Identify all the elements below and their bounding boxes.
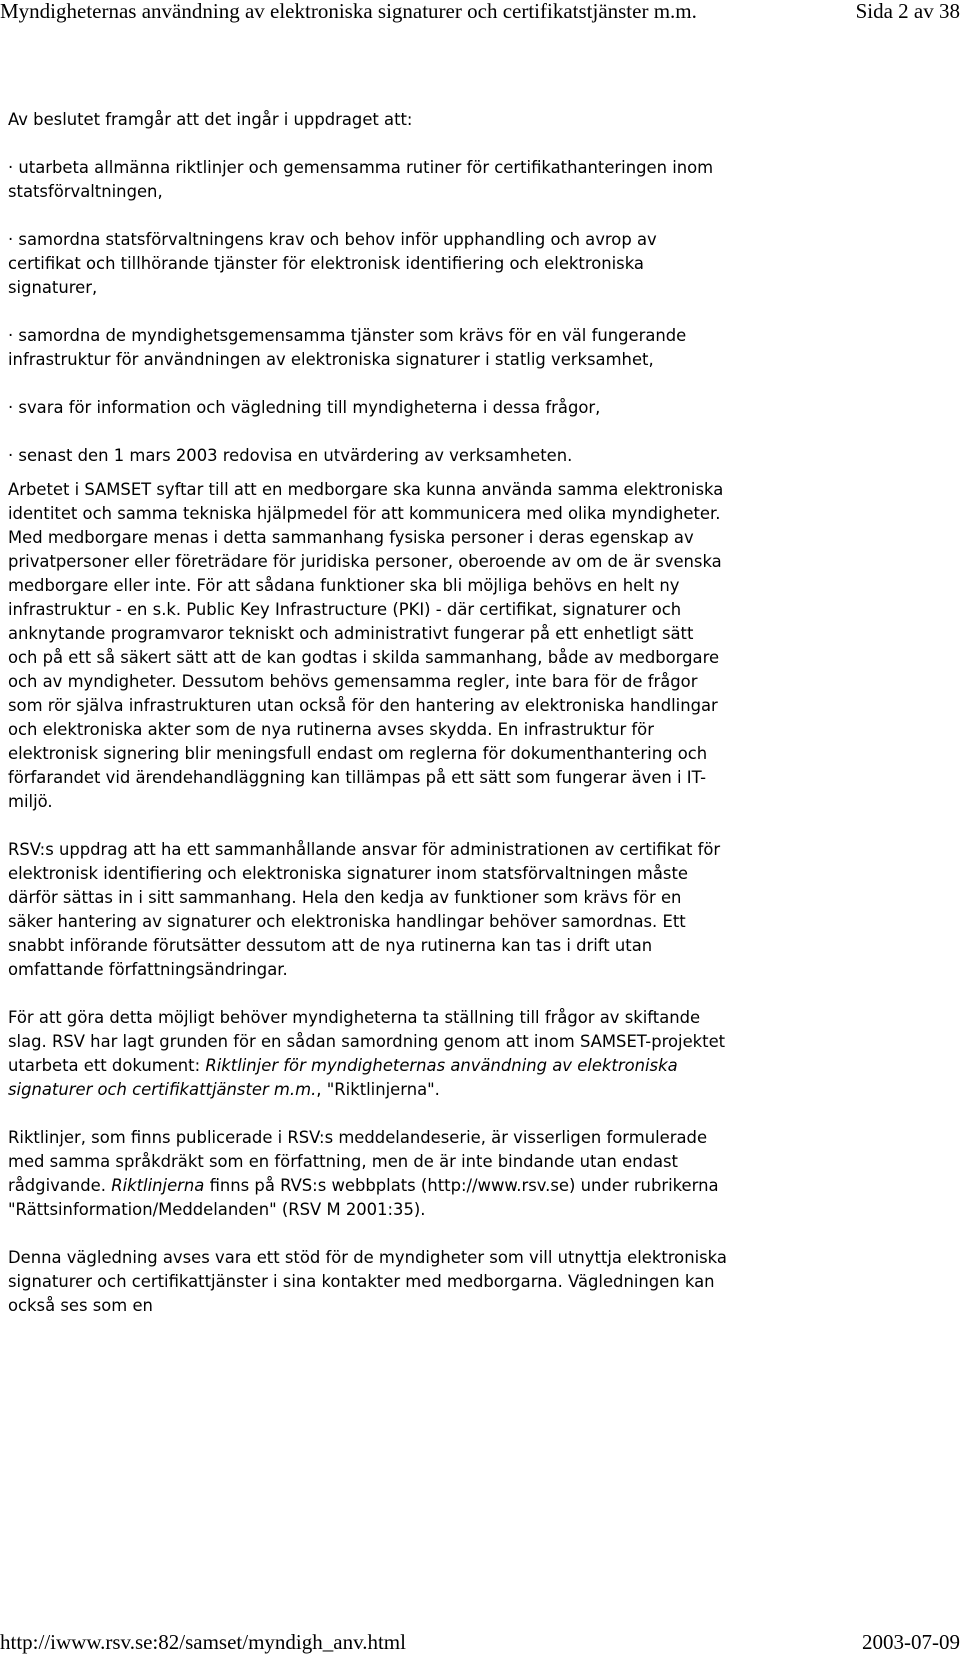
purpose-paragraph: Denna vägledning avses vara ett stöd för de myndigheter som vill utnyttja elektroniska signaturer och certifikattjänster i sina kontakter med medborgarna. Vägledningen kan också ses som en (8, 1248, 727, 1315)
document-body (8, 108, 728, 1342)
publication-paragraph (8, 1126, 728, 1222)
bullet-item: · senast den 1 mars 2003 redovisa en utvärdering av verksamheten. (8, 446, 573, 465)
rsv-paragraph: RSV:s uppdrag att ha ett sammanhållande ansvar för administrationen av certifikat för elektronisk identifiering och elektroniska signaturer inom statsförvaltningen måste därför sättas in i sitt sammanhang. Hela den kedja av funktioner som krävs för en säker hantering av signaturer och elektroniska handlingar behöver samordnas. Ett snabbt införande förutsätter dessutom att de nya rutinerna kan tas i drift utan omfattande författningsändringar. (8, 840, 721, 979)
intro-paragraph: Av beslutet framgår att det ingår i uppdraget att: (8, 110, 413, 129)
bullet-item: · samordna statsförvaltningens krav och behov inför upphandling och avrop av certifikat och tillhörande tjänster för elektronisk identifiering och elektroniska signaturer, (8, 230, 657, 297)
document-title: Myndigheternas användning av elektroniska signaturer och certifikatstjänster m.m. (0, 0, 697, 23)
page-number: Sida 2 av 38 (855, 0, 960, 23)
footer-url: http://iwww.rsv.se:82/samset/myndigh_anv.html (0, 1630, 406, 1654)
bullet-item: · svara för information och vägledning till myndigheterna i dessa frågor, (8, 398, 601, 417)
guidelines-paragraph (8, 1006, 728, 1102)
publication-italic-term: Riktlinjerna (111, 1176, 205, 1195)
publication-text-start: Riktlinjer, som finns publicerade i RSV:s meddelandeserie, är visserligen formulerade med samma språkdräkt som en författning, men de är inte bindande utan endast rådgivande. (8, 1128, 708, 1195)
bullet-item: · utarbeta allmänna riktlinjer och gemensamma rutiner för certifikathanteringen inom statsförvaltningen, (8, 158, 714, 201)
page-footer (0, 1630, 960, 1654)
samset-paragraph: Arbetet i SAMSET syftar till att en medborgare ska kunna använda samma elektroniska identitet och samma tekniska hjälpmedel för att kommunicera med olika myndigheter. Med medborgare menas i detta sammanhang fysiska personer i deras egenskap av privatpersoner eller företrädare för juridiska personer, oberoende av om de är svenska medborgare eller inte. För att sådana funktioner ska bli möjliga behövs en helt ny infrastruktur - en s.k. Public Key Infrastructure (PKI) - där certifikat, signaturer och anknytande programvaror tekniskt och administrativt fungerar på ett enhetligt sätt och på ett så säkert sätt att de kan godtas i skilda sammanhang, både av medborgare och av myndigheter. Dessutom behövs gemensamma regler, inte bara för de frågor som rör själva infrastrukturen utan också för den hantering av elektroniska handlingar och elektroniska akter som de nya rutinerna avses skydda. En infrastruktur för elektronisk signering blir meningsfull endast om reglerna för dokumenthantering och förfarandet vid ärendehandläggning kan tillämpas på ett sätt som fungerar även i IT-miljö. (8, 480, 724, 811)
bullet-item: · samordna de myndighetsgemensamma tjänster som krävs för en väl fungerande infrastruktur för användningen av elektroniska signaturer i statlig verksamhet, (8, 326, 687, 369)
page-header (0, 0, 960, 30)
publication-text-end: finns på RVS:s webbplats (http://www.rsv.se) under rubrikerna "Rättsinformation/Meddelanden" (RSV M 2001:35). (8, 1176, 719, 1219)
guidelines-document-title: Riktlinjer för myndigheternas användning av elektroniska signaturer och certifikattjänster m.m. (8, 1056, 678, 1099)
footer-date: 2003-07-09 (862, 1630, 960, 1654)
guidelines-text-start: För att göra detta möjligt behöver myndigheterna ta ställning till frågor av skiftande slag. RSV har lagt grunden för en sådan samordning genom att inom SAMSET-projektet utarbeta ett dokument: (8, 1008, 726, 1075)
guidelines-text-end: , "Riktlinjerna". (316, 1080, 440, 1099)
